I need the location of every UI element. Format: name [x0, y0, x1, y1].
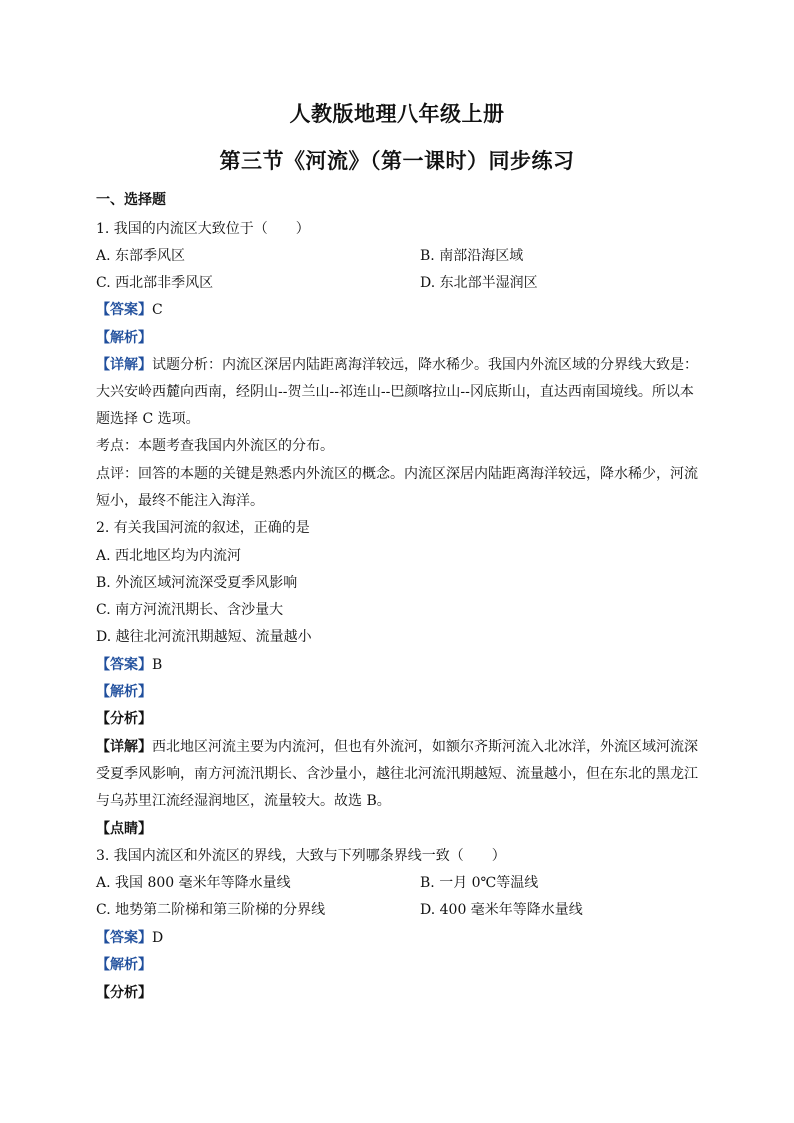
detail-tag: 【详解】 — [96, 739, 152, 755]
section-heading: 一、选择题 — [96, 192, 166, 208]
q1-option-b: B. 南部沿海区域 — [420, 248, 524, 264]
answer-value: D — [152, 930, 164, 946]
q2-option-a: A. 西北地区均为内流河 — [96, 548, 242, 564]
detail-text: 西北地区河流主要为内流河，但也有外流河，如额尔齐斯河流入北冰洋，外流区域河流深 — [152, 739, 698, 755]
detail-text: 试题分析：内流区深居内陆距离海洋较远，降水稀少。我国内外流区域的分界线大致是： — [152, 357, 698, 373]
q2-detail-line-3: 与乌苏里江流经湿润地区，流量较大。故选 B。 — [96, 793, 391, 809]
q1-option-c: C. 西北部非季风区 — [96, 275, 214, 291]
q3-answer — [96, 928, 163, 948]
q2-option-b: B. 外流区域河流深受夏季风影响 — [96, 575, 298, 591]
answer-tag: 【答案】 — [96, 302, 152, 318]
q1-comment-line-2: 短小，最终不能注入海洋。 — [96, 493, 264, 509]
q3-option-c: C. 地势第二阶梯和第三阶梯的分界线 — [96, 902, 326, 918]
dianjing-tag: 【点睛】 — [96, 821, 152, 837]
answer-tag: 【答案】 — [96, 657, 152, 673]
analysis-tag: 【解析】 — [96, 684, 152, 700]
q3-stem: 3. 我国内流区和外流区的界线，大致与下列哪条界线一致（ ） — [96, 848, 506, 864]
q1-detail-line-2: 大兴安岭西麓向西南，经阴山--贺兰山--祁连山--巴颜喀拉山--冈底斯山，直达西南国境线。所以本 — [96, 384, 694, 400]
q1-detail-line-1 — [96, 355, 698, 375]
q2-option-c: C. 南方河流汛期长、含沙量大 — [96, 602, 284, 618]
q3-analysis-tag — [96, 955, 152, 975]
q1-answer — [96, 300, 163, 320]
q1-option-a: A. 东部季风区 — [96, 248, 186, 264]
q2-answer — [96, 655, 162, 675]
q3-option-b: B. 一月 0℃等温线 — [420, 875, 539, 891]
q2-analysis-tag — [96, 682, 152, 702]
document-subtitle: 第三节《河流》（第一课时）同步练习 — [219, 148, 575, 173]
analysis-tag: 【解析】 — [96, 957, 152, 973]
q2-stem: 2. 有关我国河流的叙述，正确的是 — [96, 520, 310, 536]
fenxi-tag: 【分析】 — [96, 711, 152, 727]
q3-option-a: A. 我国 800 毫米年等降水量线 — [96, 875, 291, 891]
q1-option-d: D. 东北部半湿润区 — [420, 275, 538, 291]
fenxi-tag: 【分析】 — [96, 985, 152, 1001]
q2-detail-line-1 — [96, 737, 698, 757]
q3-option-d: D. 400 毫米年等降水量线 — [420, 902, 583, 918]
analysis-tag: 【解析】 — [96, 330, 152, 346]
q2-fenxi-tag — [96, 709, 152, 729]
q2-option-d: D. 越往北河流汛期越短、流量越小 — [96, 629, 312, 645]
q1-comment-line-1: 点评：回答的本题的关键是熟悉内外流区的概念。内流区深居内陆距离海洋较远，降水稀少，河流 — [96, 466, 698, 482]
detail-tag: 【详解】 — [96, 357, 152, 373]
answer-tag: 【答案】 — [96, 930, 152, 946]
q2-detail-line-2: 受夏季风影响，南方河流汛期长、含沙量小，越往北河流汛期越短、流量越小，但在东北的黑龙江 — [96, 766, 698, 782]
q3-fenxi-tag — [96, 983, 152, 1003]
document-title: 人教版地理八年级上册 — [289, 101, 505, 126]
q1-stem: 1. 我国的内流区大致位于（ ） — [96, 221, 310, 237]
q1-analysis-tag — [96, 328, 152, 348]
answer-value: C — [152, 302, 163, 318]
q2-dianjing-tag — [96, 819, 152, 839]
q1-point: 考点：本题考查我国内外流区的分布。 — [96, 438, 334, 454]
answer-value: B — [152, 657, 163, 673]
q1-detail-line-3: 题选择 C 选项。 — [96, 411, 200, 427]
